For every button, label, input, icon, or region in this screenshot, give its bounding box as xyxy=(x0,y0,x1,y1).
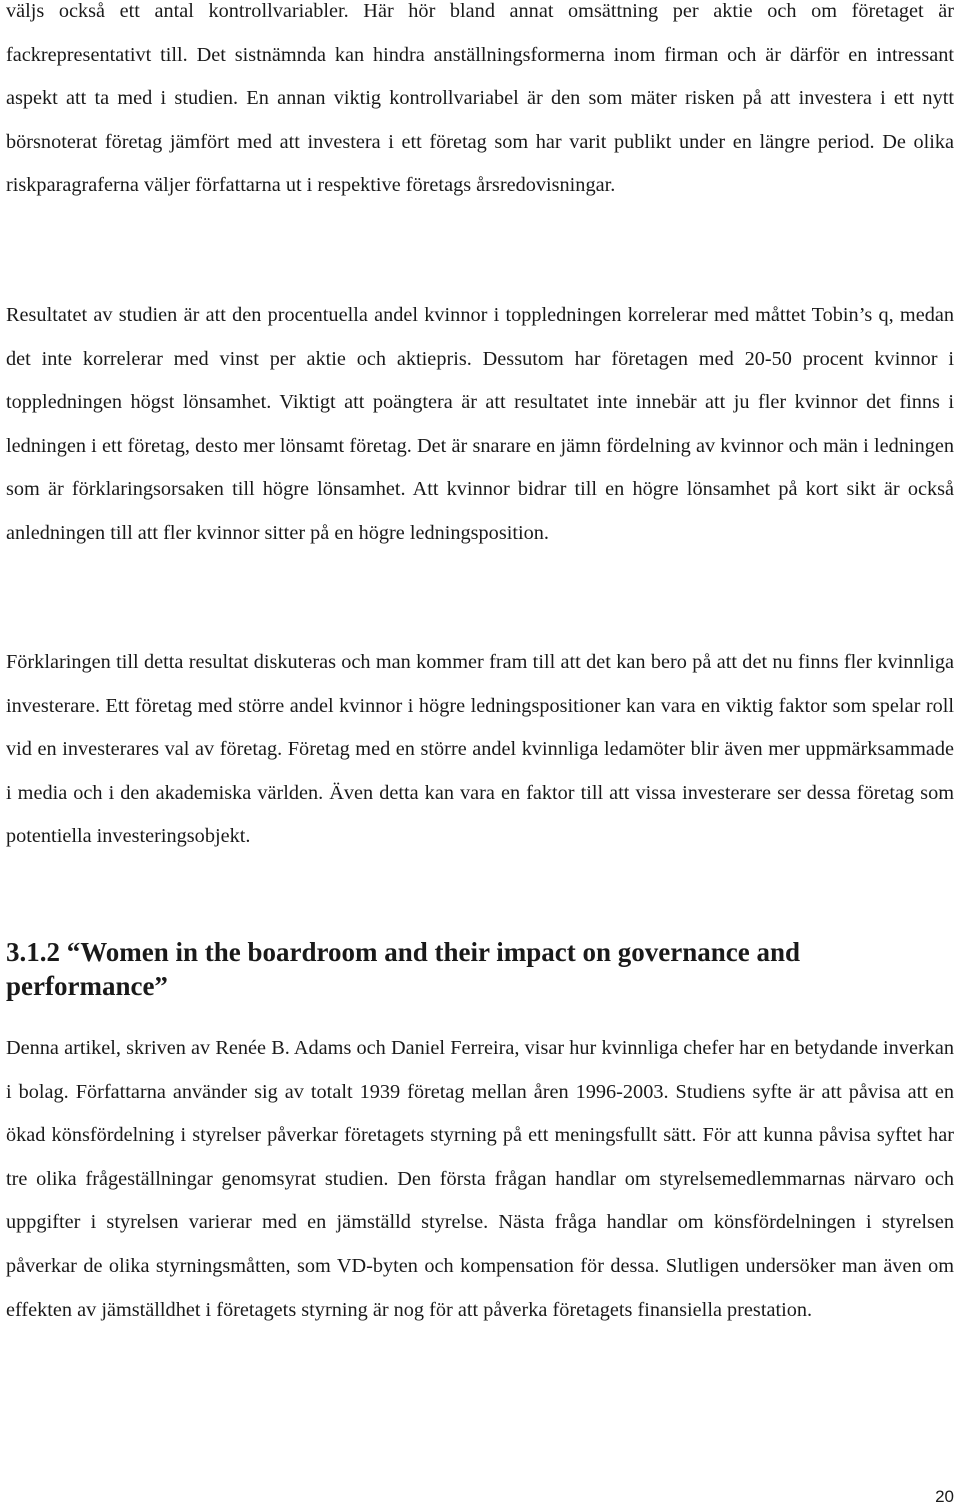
paragraph-article-summary: Denna artikel, skriven av Renée B. Adams och Daniel Ferreira, visar hur kvinnliga chefer har en betydande inverkan i bolag. Författarna använder sig av totalt 1939 företag mellan åren 1996-2003. Studiens syfte är att påvisa att en ökad könsfördelning i styrelser påverkar företagets styrning på ett meningsfullt sätt. För att kunna påvisa syftet har tre olika frågeställningar genomsyrat studien. Den första frågan handlar om styrelsemedlemmarnas närvaro och uppgifter i styrelsen varierar med en jämställd styrelse. Nästa fråga handlar om könsfördelningen i styrelsen påverkar de olika styrningsmåtten, som VD-byten och kompensation för dessa. Slutligen undersöker man även om effekten av jämställdhet i företagets styrning är nog för att påverka företagets finansiella prestation. xyxy=(6,1037,954,1321)
section-heading: 3.1.2 “Women in the boardroom and their impact on governance and performance” xyxy=(6,937,801,1001)
paragraph-control-variables: väljs också ett antal kontrollvariabler. Här hör bland annat omsättning per aktie och om företaget är fackrepresentativt till. Det sistnämnda kan hindra anställningsformerna inom firman och är därför en intressant aspekt att ta med i studien. En annan viktig kontrollvariabel är den som mäter risken på att investera i ett nytt börsnoterat företag jämfört med att investera i ett företag som har varit publikt under en längre period. De olika riskparagraferna väljer författarna ut i respektive företags årsredovisningar. xyxy=(6,0,954,197)
paragraph-study-results: Resultatet av studien är att den procentuella andel kvinnor i toppledningen korrelerar med måttet Tobin’s q, medan det inte korrelerar med vinst per aktie och aktiepris. Dessutom har företagen med 20-50 procent kvinnor i toppledningen högst lönsamhet. Viktigt att poängtera är att resultatet inte innebär att ju fler kvinnor det finns i ledningen i ett företag, desto mer lönsamt företag. Det är snarare en jämn fördelning av kvinnor och män i ledningen som är förklaringsorsaken till högre lönsamhet. Att kvinnor bidrar till en högre lönsamhet på kort sikt är också anledningen till att fler kvinnor sitter på en högre ledningsposition. xyxy=(6,304,954,544)
page-number: 20 xyxy=(935,1487,954,1506)
paragraph-explanation: Förklaringen till detta resultat diskuteras och man kommer fram till att det kan bero på att det nu finns fler kvinnliga investerare. Ett företag med större andel kvinnor i högre ledningspositioner kan vara en viktig faktor som spelar roll vid en investerares val av företag. Företag med en större andel kvinnliga ledamöter blir även mer uppmärksammade i media och i den akademiska världen. Även detta kan vara en faktor till att vissa investerare ser dessa företag som potentiella investeringsobjekt. xyxy=(6,651,954,848)
